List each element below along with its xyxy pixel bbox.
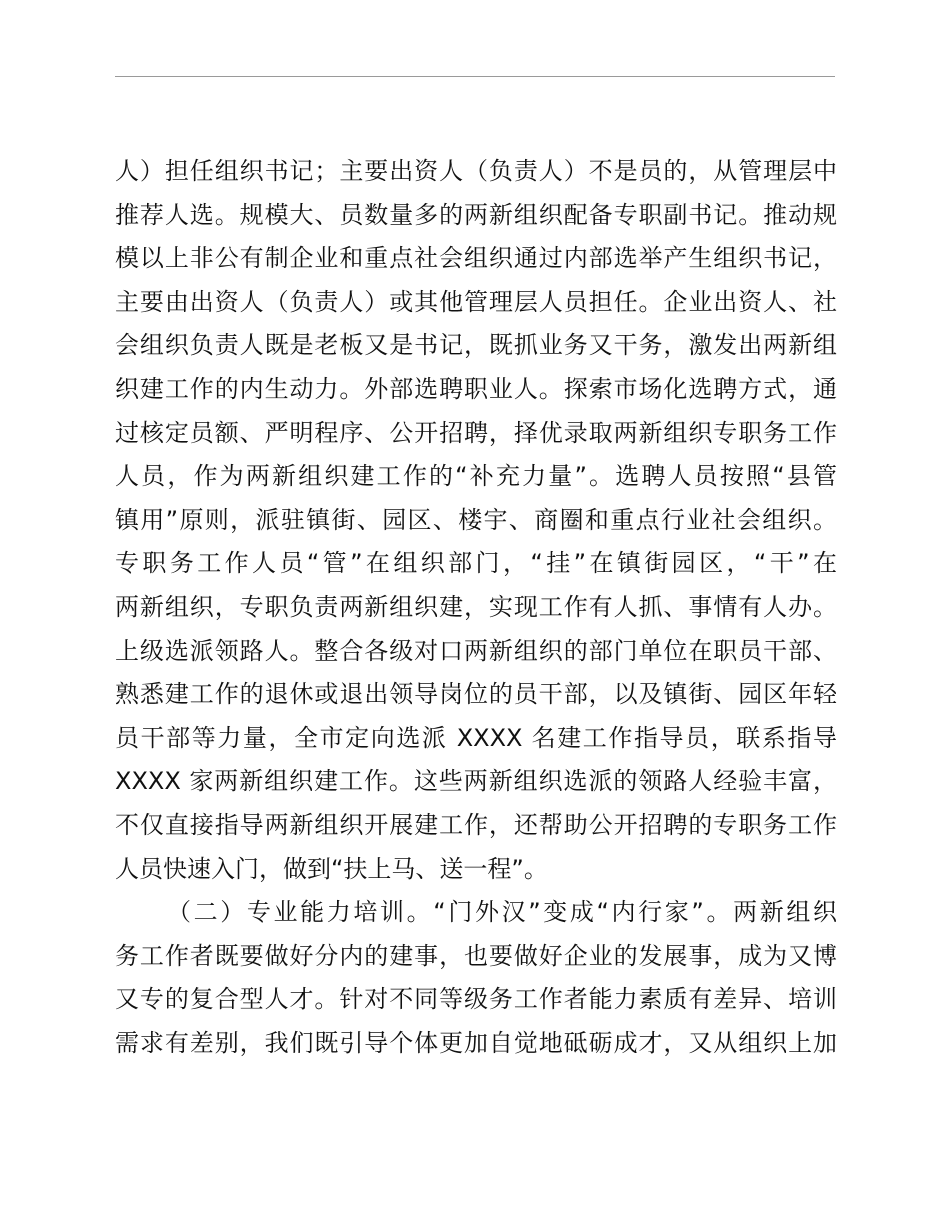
text-line: 员干部等力量，全市定向选派 XXXX 名建工作指导员，联系指导 bbox=[115, 723, 837, 752]
text-line: 专职务工作人员“管”在组织部门，“挂”在镇街园区，“干”在 bbox=[115, 549, 837, 578]
text-line: 人员，作为两新组织建工作的“补充力量”。选聘人员按照“县管 bbox=[115, 462, 837, 491]
text-line: XXXX 家两新组织建工作。这些两新组织选派的领路人经验丰富， bbox=[115, 767, 837, 796]
text-line: 推荐人选。规模大、员数量多的两新组织配备专职副书记。推动规 bbox=[115, 200, 837, 229]
text-line: 两新组织，专职负责两新组织建，实现工作有人抓、事情有人办。 bbox=[115, 592, 837, 621]
text-line: 镇用”原则，派驻镇街、园区、楼宇、商圈和重点行业社会组织。 bbox=[115, 505, 837, 534]
document-body bbox=[115, 150, 837, 1065]
text-line: 主要由出资人（负责人）或其他管理层人员担任。企业出资人、社 bbox=[115, 287, 837, 316]
text-line: 会组织负责人既是老板又是书记，既抓业务又干务，激发出两新组 bbox=[115, 331, 837, 360]
text-line: 织建工作的内生动力。外部选聘职业人。探索市场化选聘方式，通 bbox=[115, 374, 837, 403]
text-line: 人）担任组织书记；主要出资人（负责人）不是员的，从管理层中 bbox=[115, 157, 837, 185]
text-line: 又专的复合型人才。针对不同等级务工作者能力素质有差异、培训 bbox=[115, 985, 837, 1014]
paragraph-last-line: 人员快速入门，做到“扶上马、送一程”。 bbox=[115, 854, 548, 883]
text-line: 务工作者既要做好分内的建事，也要做好企业的发展事，成为又博 bbox=[115, 941, 837, 970]
text-line: 过核定员额、严明程序、公开招聘，择优录取两新组织专职务工作 bbox=[115, 418, 837, 447]
text-line: 熟悉建工作的退休或退出领导岗位的员干部，以及镇街、园区年轻 bbox=[115, 680, 837, 709]
text-line: 不仅直接指导两新组织开展建工作，还帮助公开招聘的专职务工作 bbox=[115, 810, 837, 839]
text-line: 需求有差别，我们既引导个体更加自觉地砥砺成才，又从组织上加 bbox=[115, 1028, 837, 1057]
header-rule bbox=[115, 76, 835, 77]
text-line: 上级选派领路人。整合各级对口两新组织的部门单位在职员干部、 bbox=[115, 636, 837, 665]
section-heading-line: （二）专业能力培训。“门外汉”变成“内行家”。两新组织 bbox=[167, 898, 837, 927]
text-line: 模以上非公有制企业和重点社会组织通过内部选举产生组织书记， bbox=[115, 244, 837, 273]
